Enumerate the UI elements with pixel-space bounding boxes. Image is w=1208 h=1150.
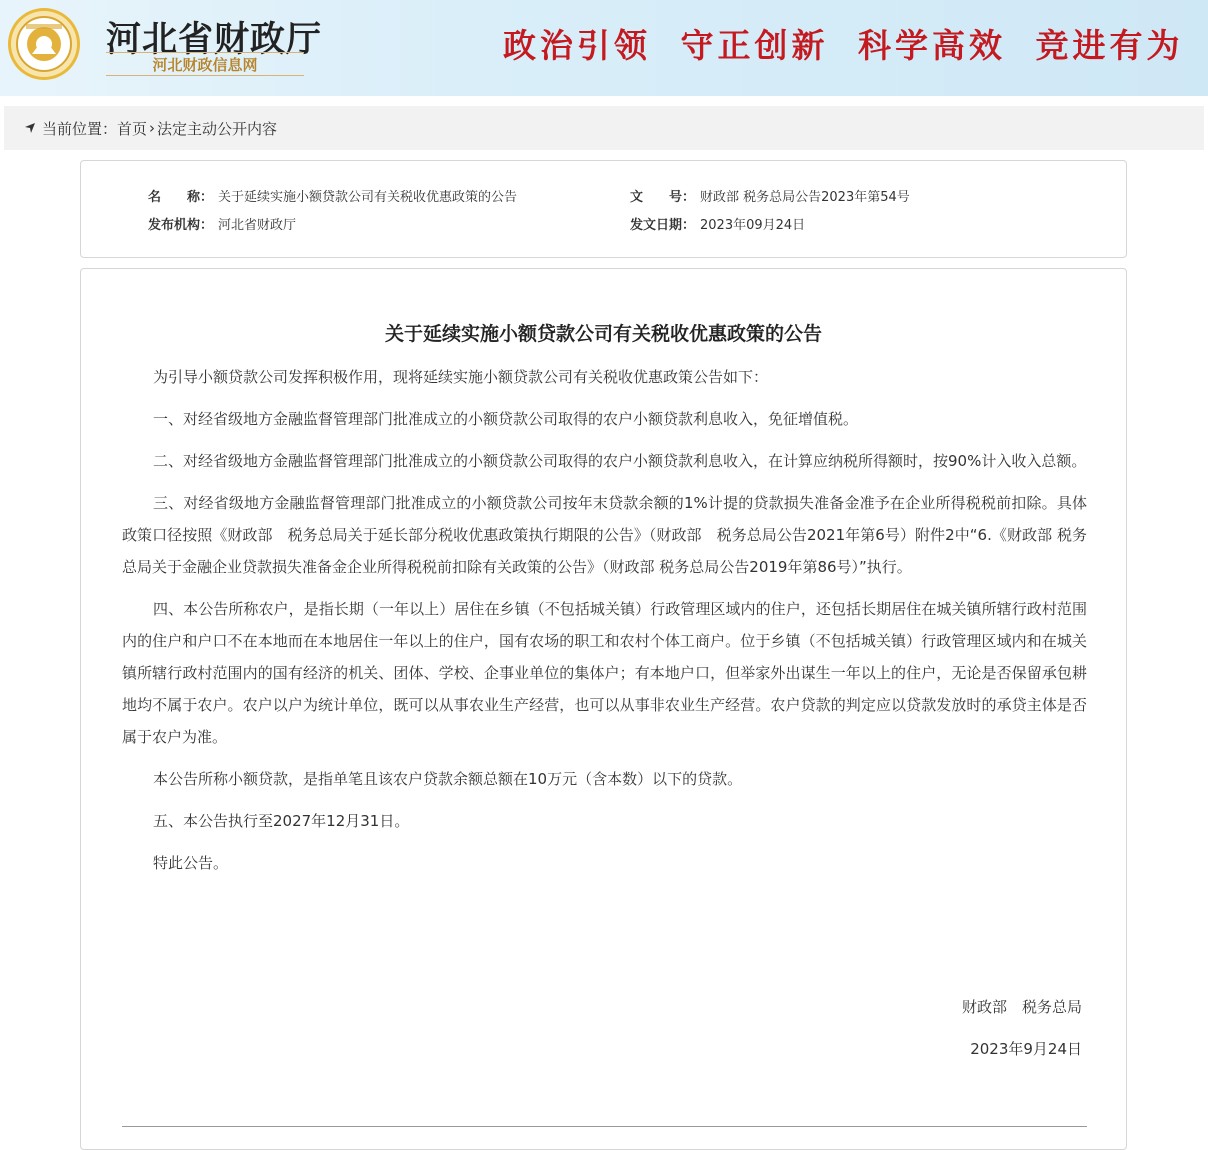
meta-date-value: 2023年09月24日 bbox=[700, 218, 806, 233]
site-subtitle: 河北财政信息网 bbox=[106, 52, 304, 76]
article-paragraph: 五、本公告执行至2027年12月31日。 bbox=[153, 812, 410, 830]
article-panel bbox=[80, 268, 1127, 1150]
meta-name-row bbox=[148, 186, 517, 205]
finance-emblem-icon[interactable] bbox=[6, 6, 82, 82]
article-paragraph: 三、对经省级地方金融监督管理部门批准成立的小额贷款公司按年末贷款余额的1%计提的贷款损失准备金准予在企业所得税税前扣除。具体政策口径按照《财政部 税务总局关于延长部分税收优惠政策执行期限的公告》（财政部 税务总局公告2021年第6号）附件2中“6.《财政部 税务总局关于金融企业贷款损失准备金企业所得税税前扣除有关政策的公告》（财政部 税务总局公告2019年第86号）”执行。 bbox=[122, 494, 1087, 576]
meta-issuer-row bbox=[148, 214, 296, 233]
article-paragraph: 四、本公告所称农户，是指长期（一年以上）居住在乡镇（不包括城关镇）行政管理区域内的住户，还包括长期居住在城关镇所辖行政村范围内的住户和户口不在本地而在本地居住一年以上的住户，国有农场的职工和农村个体工商户。位于乡镇（不包括城关镇）行政管理区域内和在城关镇所辖行政村范围内的国有经济的机关、团体、学校、企事业单位的集体户；有本地户口，但举家外出谋生一年以上的住户，无论是否保留承包耕地均不属于农户。农户以户为统计单位，既可以从事农业生产经营，也可以从事非农业生产经营。农户贷款的判定应以贷款发放时的承贷主体是否属于农户为准。 bbox=[122, 600, 1087, 746]
article-paragraph: 为引导小额贷款公司发挥积极作用，现将延续实施小额贷款公司有关税收优惠政策公告如下： bbox=[153, 368, 769, 386]
site-title[interactable]: 河北省财政厅 bbox=[106, 19, 323, 60]
meta-name-value: 关于延续实施小额贷款公司有关税收优惠政策的公告 bbox=[218, 190, 518, 205]
document-meta-panel bbox=[80, 160, 1127, 258]
breadcrumb-current-link[interactable]: 法定主动公开内容 bbox=[157, 119, 278, 138]
meta-docno-key: 文 号： bbox=[630, 190, 696, 205]
article-paragraph: 特此公告。 bbox=[153, 854, 229, 872]
meta-issuer-key: 发布机构： bbox=[148, 218, 214, 233]
article-paragraph: 本公告所称小额贷款，是指单笔且该农户贷款余额总额在10万元（含本数）以下的贷款。 bbox=[153, 770, 743, 788]
breadcrumb-separator: › bbox=[149, 119, 156, 137]
breadcrumb-label: 当前位置： bbox=[42, 119, 118, 138]
site-header bbox=[0, 0, 1208, 96]
meta-docno-row bbox=[630, 186, 910, 205]
breadcrumb-home-link[interactable]: 首页 bbox=[117, 119, 148, 138]
article-body bbox=[122, 361, 1087, 889]
article-sign-date: 2023年9月24日 bbox=[970, 1040, 1082, 1058]
breadcrumb bbox=[4, 106, 1204, 150]
article-paragraph: 二、对经省级地方金融监督管理部门批准成立的小额贷款公司取得的农户小额贷款利息收入，在计算应纳税所得额时，按90%计入收入总额。 bbox=[153, 452, 1087, 470]
meta-date-key: 发文日期： bbox=[630, 218, 696, 233]
article-signer: 财政部 税务总局 bbox=[961, 998, 1082, 1016]
header-slogan: 政治引领 守正创新 科学高效 竞进有为 bbox=[503, 26, 1184, 65]
location-arrow-icon bbox=[24, 122, 36, 134]
meta-name-key: 名 称： bbox=[148, 190, 214, 205]
article-paragraph: 一、对经省级地方金融监督管理部门批准成立的小额贷款公司取得的农户小额贷款利息收入，免征增值税。 bbox=[153, 410, 859, 428]
meta-date-row bbox=[630, 214, 805, 233]
article-title: 关于延续实施小额贷款公司有关税收优惠政策的公告 bbox=[384, 323, 822, 345]
article-divider bbox=[122, 1126, 1087, 1127]
meta-docno-value: 财政部 税务总局公告2023年第54号 bbox=[700, 190, 910, 205]
meta-issuer-value: 河北省财政厅 bbox=[218, 218, 297, 233]
